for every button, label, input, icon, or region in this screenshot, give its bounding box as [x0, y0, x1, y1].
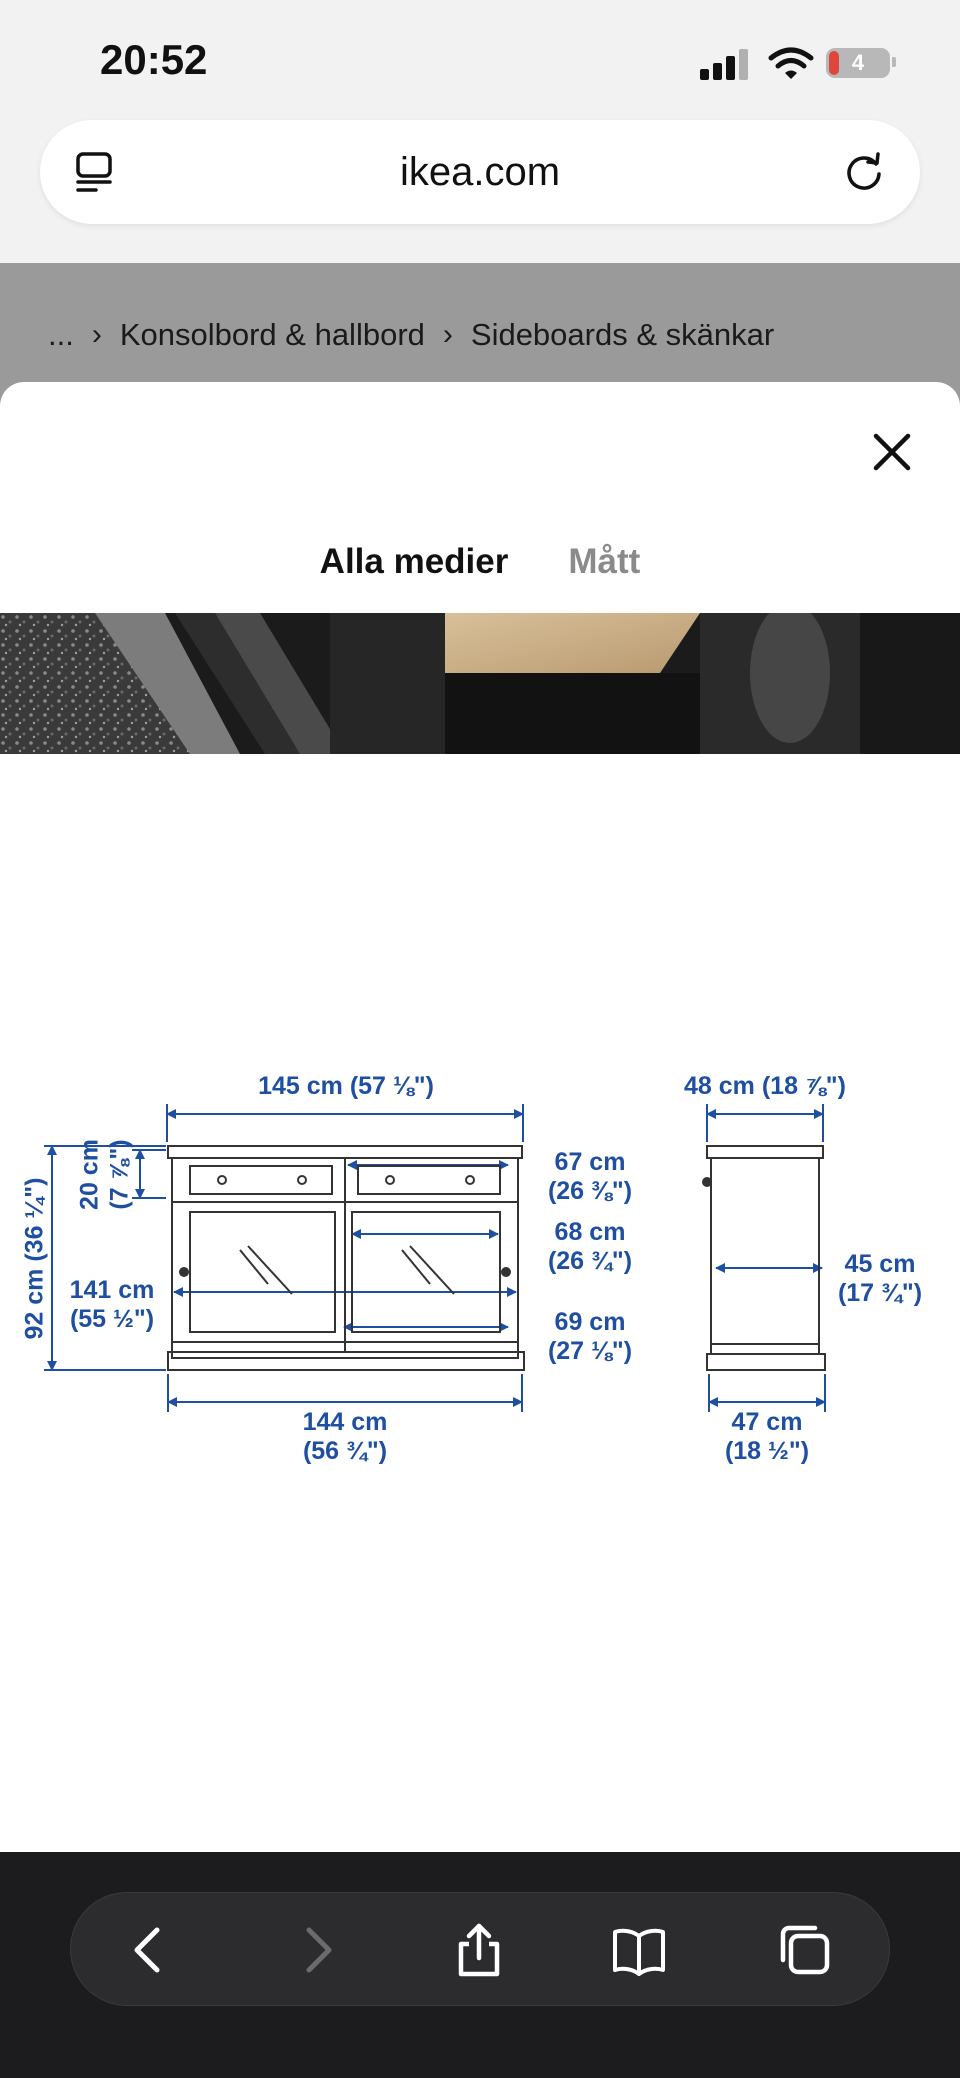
dim-shelf-width-cm: 68 cm	[554, 1218, 626, 1246]
reload-icon[interactable]	[842, 150, 886, 194]
media-modal	[0, 382, 960, 1852]
dimension-diagram	[0, 1062, 960, 1482]
signal-icon	[700, 48, 752, 80]
bookmarks-icon[interactable]	[611, 1922, 667, 1978]
breadcrumb-area	[0, 263, 960, 383]
dim-drawer-inner	[530, 1148, 650, 1206]
back-icon[interactable]	[121, 1922, 177, 1978]
status-icons	[700, 44, 900, 84]
dim-side-base-in: (18 ½")	[724, 1437, 810, 1465]
tab-alla-medier[interactable]: Alla medier	[319, 542, 509, 581]
dim-inner-width	[52, 1276, 172, 1334]
dim-drawer-inner-in: (26 ⅜")	[547, 1177, 633, 1205]
dim-side-inner	[820, 1250, 940, 1308]
battery-nub	[892, 57, 896, 67]
status-bar	[0, 0, 960, 120]
dim-shelf-width-in: (26 ¾")	[547, 1247, 633, 1275]
breadcrumb-ellipsis[interactable]: ...	[48, 317, 74, 352]
breadcrumb	[48, 315, 774, 355]
close-icon[interactable]	[866, 426, 918, 478]
chevron-right-icon: ›	[91, 318, 102, 351]
address-area	[0, 120, 960, 263]
sideboard-front-view	[168, 1146, 524, 1370]
address-bar[interactable]	[40, 120, 920, 224]
share-icon[interactable]	[451, 1922, 507, 1978]
tabs-icon[interactable]	[777, 1922, 833, 1978]
dim-drawer-height-cm: 20 cm	[75, 1139, 104, 1210]
dim-base-width	[285, 1408, 405, 1466]
url-text[interactable]: ikea.com	[399, 150, 561, 194]
dim-bottom-inner-in: (27 ⅛")	[547, 1337, 633, 1365]
chevron-right-icon: ›	[442, 318, 453, 351]
dim-front-width: 145 cm (57 ⅛")	[258, 1072, 434, 1100]
dim-drawer-height-in: (7 ⅞")	[105, 1139, 134, 1210]
dim-drawer-inner-cm: 67 cm	[554, 1148, 626, 1176]
media-tabs	[0, 532, 960, 592]
breadcrumb-item-konsolbord[interactable]: Konsolbord & hallbord	[119, 317, 425, 352]
bottom-toolbar	[0, 1852, 960, 2078]
toolbar-pill	[70, 1892, 890, 2006]
battery-level: 4	[851, 50, 865, 75]
tab-matt[interactable]: Mått	[568, 542, 641, 581]
forward-icon	[289, 1922, 345, 1978]
dim-side-inner-cm: 45 cm	[844, 1250, 916, 1278]
dim-inner-width-in: (55 ½")	[69, 1305, 155, 1333]
product-photo	[0, 613, 960, 754]
dim-inner-width-cm: 141 cm	[69, 1276, 155, 1304]
sideboard-side-view	[703, 1146, 825, 1370]
dim-side-inner-in: (17 ¾")	[837, 1279, 923, 1307]
wifi-icon	[768, 46, 814, 82]
dim-bottom-inner	[530, 1308, 650, 1366]
dim-side-base	[707, 1408, 827, 1466]
battery-icon	[826, 48, 890, 78]
dim-total-height: 92 cm (36 ¼")	[20, 1177, 49, 1340]
dim-base-width-cm: 144 cm	[302, 1408, 388, 1436]
status-time: 20:52	[100, 36, 208, 83]
breadcrumb-item-sideboards[interactable]: Sideboards & skänkar	[470, 317, 775, 352]
dim-shelf-width	[530, 1218, 650, 1276]
dim-bottom-inner-cm: 69 cm	[554, 1308, 626, 1336]
dim-base-width-in: (56 ¾")	[302, 1437, 388, 1465]
dim-side-base-cm: 47 cm	[731, 1408, 803, 1436]
dim-side-depth: 48 cm (18 ⅞")	[684, 1072, 846, 1100]
